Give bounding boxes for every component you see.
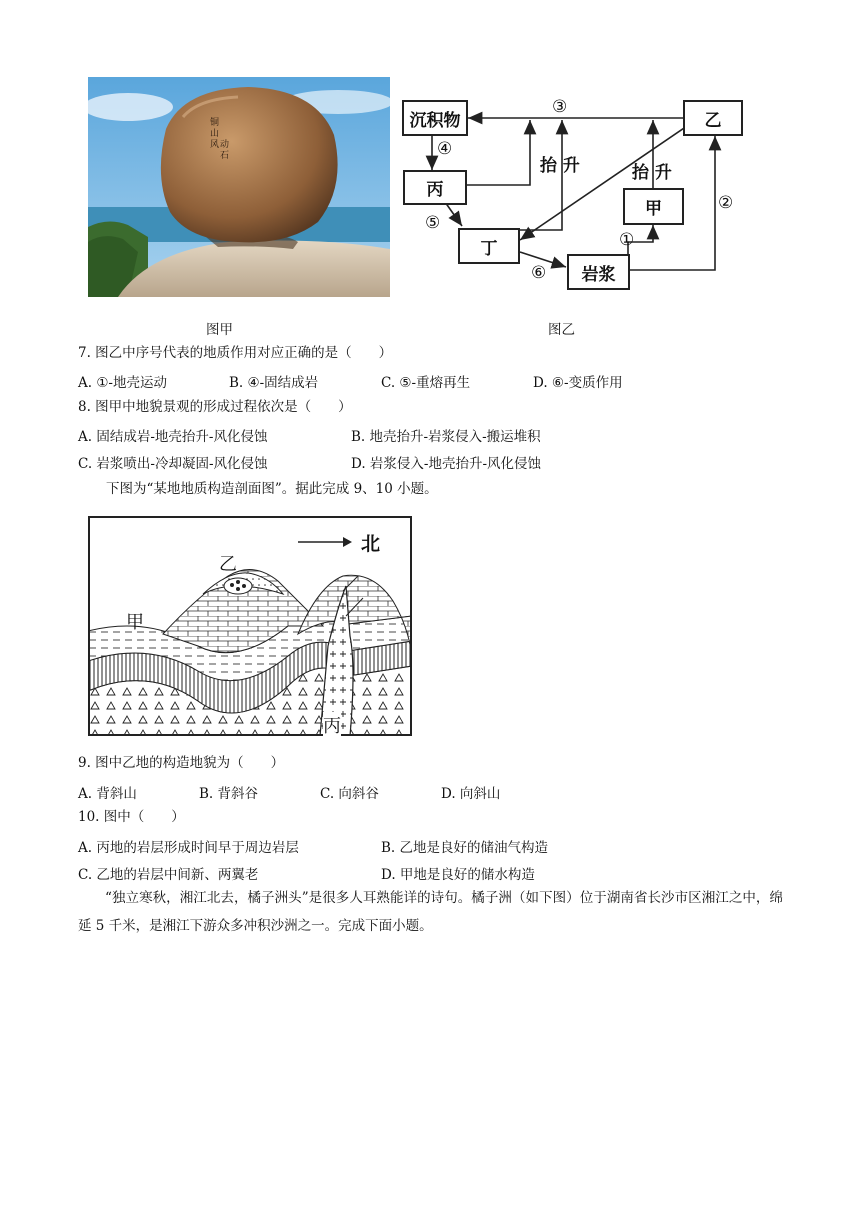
num-4: ④ [437,139,453,159]
label-jia: 甲 [645,199,662,219]
q9-option-b: B. 背斜谷 [199,786,259,802]
box-ding [458,228,520,264]
section-label-jia: 甲 [126,612,144,633]
q8-option-d: D. 岩浆侵入-地壳抬升-风化侵蚀 [351,456,542,472]
q7-option-d: D. ⑥-变质作用 [533,375,623,391]
num-5: ⑤ [425,213,441,233]
box-magma [567,254,630,290]
q8-option-c: C. 岩浆喷出-冷却凝固-风化侵蚀 [78,456,268,472]
num-1: ① [619,230,635,250]
q9-option-a: A. 背斜山 [78,786,137,802]
num-2: ② [718,193,734,213]
passage-orange-isle: “独立寒秋，湘江北去，橘子洲头”是很多人耳熟能详的诗句。橘子洲（如下图）位于湖南省长沙市区湘江之中，绵延 5 千米，是湘江下游众多冲积沙洲之一。完成下面小题。 [78,890,783,934]
photo-balancing-rock [88,77,390,297]
q7-stem: 7. 图乙中序号代表的地质作用对应正确的是（ ） [78,345,393,361]
section-north-label: 北 [361,533,381,555]
label-uplift-right: 抬 升 [632,163,672,183]
section-label-yi: 乙 [219,554,237,575]
q8-option-a: A. 固结成岩-地壳抬升-风化侵蚀 [78,429,268,445]
label-uplift-left: 抬 升 [540,156,580,176]
box-bing [403,170,467,205]
q10-stem: 10. 图中（ ） [78,809,185,825]
q9-stem: 9. 图中乙地的构造地貌为（ ） [78,755,285,771]
q10-option-b: B. 乙地是良好的储油气构造 [381,840,549,856]
q8-stem: 8. 图甲中地貌景观的形成过程依次是（ ） [78,399,352,415]
box-yi [683,100,743,136]
section-label-bing: 丙 [323,712,341,738]
label-yi: 乙 [704,110,722,131]
label-magma: 岩浆 [581,264,616,285]
label-sediment: 沉积物 [409,110,461,131]
fig-a-caption: 图甲 [206,322,233,338]
num-6: ⑥ [531,263,547,283]
label-bing: 丙 [426,180,444,200]
svg-text:铜山风动石: 铜山风动石 [210,118,230,161]
num-3: ③ [552,97,568,117]
intro-9-10: 下图为“某地地质构造剖面图”。据此完成 9、10 小题。 [106,481,438,497]
q10-option-a: A. 丙地的岩层形成时间早于周边岩层 [78,840,299,856]
q9-option-d: D. 向斜山 [441,786,501,802]
box-jia [623,188,684,225]
q10-option-d: D. 甲地是良好的储水构造 [381,867,535,883]
fig-b-caption: 图乙 [548,322,575,338]
q9-option-c: C. 向斜谷 [320,786,379,802]
q7-option-c: C. ⑤-重熔再生 [381,375,471,391]
q7-option-a: A. ①-地壳运动 [78,375,167,391]
label-ding: 丁 [480,238,498,259]
q8-option-b: B. 地壳抬升-岩浆侵入-搬运堆积 [351,429,541,445]
q7-option-b: B. ④-固结成岩 [229,375,319,391]
box-sediment [402,100,468,136]
q10-option-c: C. 乙地的岩层中间新、两翼老 [78,867,259,883]
